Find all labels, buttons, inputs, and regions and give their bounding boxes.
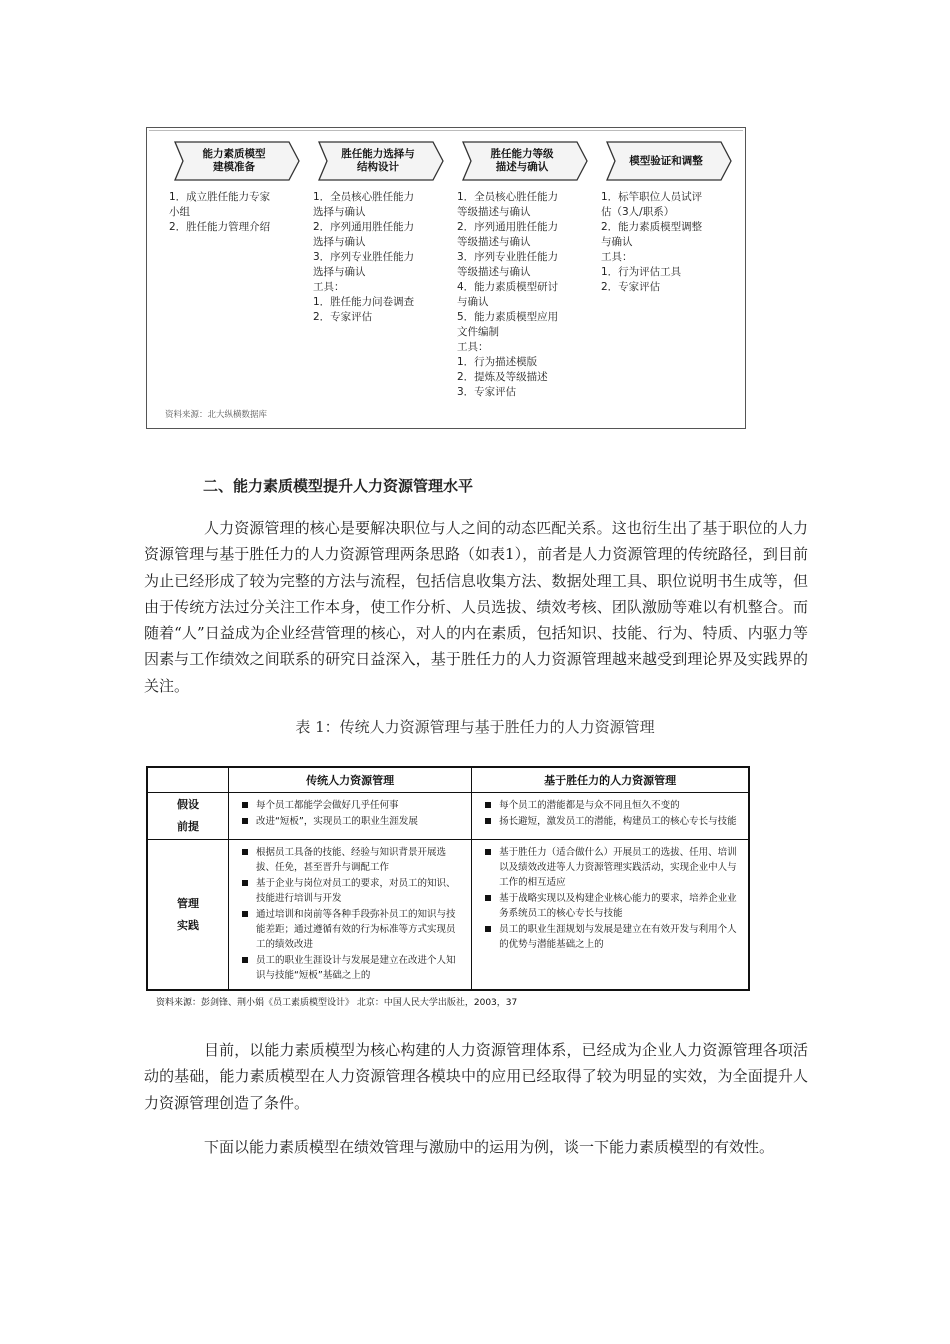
traditional-cell [229,840,472,991]
table-source: 资料来源：彭剑锋、荆小娟《员工素质模型设计》 北京：中国人民大学出版社，2003，37 [156,998,518,1008]
step-4-items [601,190,737,295]
step-item: 1．胜任能力问卷调查 [313,296,415,308]
table-caption: 表 1：传统人力资源管理与基于胜任力的人力资源管理 [295,718,655,736]
step-item: 3．专家评估 [457,386,517,398]
section-heading: 二、能力素质模型提升人力资源管理水平 [203,477,474,495]
step-item: 选择与确认 [313,206,366,218]
step-item: 2．能力素质模型调整 [601,221,703,233]
bullet-item: 每个员工都能学会做好几乎任何事 [236,798,464,813]
paragraph-1: 人力资源管理的核心是要解决职位与人之间的动态匹配关系。这也衍生出了基于职位的人力资源管理与基于胜任力的人力资源管理两条思路（如表1），前者是人力资源管理的传统路径，到目前为止已经形成了较为完整的方法与流程，包括信息收集方法、数据处理工具、职位说明书生成等，但由于传统方法过分关注工作本身，使工作分析、人员选拔、绩效考核、团队激励等难以有机整合。而随着“人”日益成为企业经营管理的核心，对人的内在素质，包括知识、技能、行为、特质、内驱力等因素与工作绩效之间联系的研究日益深入，基于胜任力的人力资源管理越来越受到理论界及实践界的关注。 [144,519,808,695]
step-item: 5．能力素质模型应用 [457,311,559,323]
step-item: 等级描述与确认 [457,236,531,248]
step-item: 等级描述与确认 [457,266,531,278]
step-item: 2．序列通用胜任能力 [313,221,415,233]
bullet-item: 员工的职业生涯规划与发展是建立在有效开发与利用个人的优势与潜能基础之上的 [479,922,741,952]
traditional-cell [229,793,472,840]
figure-source: 资料来源：北大纵横数据库 [165,410,268,420]
comparison-table-figure [146,766,750,1008]
step-item: 选择与确认 [313,236,366,248]
step-item: 工具： [457,341,489,353]
process-step-4 [597,140,735,182]
row-label: 假设 前提 [147,793,229,840]
process-steps [161,140,741,182]
bullet-item: 改进“短板”，实现员工的职业生涯发展 [236,814,464,829]
bullet-item: 扬长避短，激发员工的潜能，构建员工的核心专长与技能 [479,814,741,829]
process-step-1 [165,140,303,182]
step-item: 4．能力素质模型研讨 [457,281,559,293]
row-label: 管理 实践 [147,840,229,991]
comparison-table [146,766,750,991]
bullet-item: 通过培训和岗前等各种手段弥补员工的知识与技能差距；通过遵循有效的行为标准等方式实现员工的绩效改进 [236,907,464,952]
step-item: 文件编制 [457,326,499,338]
paragraph-3: 下面以能力素质模型在绩效管理与激励中的运用为例，谈一下能力素质模型的有效性。 [204,1138,775,1156]
step-item: 工具： [313,281,345,293]
step-item: 2．序列通用胜任能力 [457,221,559,233]
step-item: 等级描述与确认 [457,206,531,218]
step-item: 1．标竿职位人员试评 [601,191,703,203]
bullet-item: 根据员工具备的技能、经验与知识背景开展选拔、任免，甚至晋升与调配工作 [236,845,464,875]
bullet-item: 基于胜任力（适合做什么）开展员工的选拔、任用、培训以及绩效改进等人力资源管理实践活动，实现企业中人与工作的相互适应 [479,845,741,890]
paragraph-2: 目前，以能力素质模型为核心构建的人力资源管理体系，已经成为企业人力资源管理各项活动的基础，能力素质模型在人力资源管理各模块中的应用已经取得了较为明显的实效，为全面提升人力资源管理创造了条件。 [144,1041,808,1112]
step-item: 1．全员核心胜任能力 [457,191,559,203]
step-label: 胜任能力等级 描述与确认 [490,148,554,173]
table-row [147,793,749,840]
step-item: 选择与确认 [313,266,366,278]
step-item: 3．序列专业胜任能力 [313,251,415,263]
step-label: 能力素质模型 建模准备 [202,148,266,173]
table-header-row [147,767,749,793]
step-label: 胜任能力选择与 结构设计 [341,148,415,173]
competency-cell [472,840,749,991]
table-header-competency: 基于胜任力的人力资源管理 [472,767,749,793]
bullet-item: 员工的职业生涯设计与发展是建立在改进个人知识与技能“短板”基础之上的 [236,953,464,983]
step-2-items [313,190,449,325]
step-1-items [169,190,305,235]
step-3-items [457,190,593,400]
table-header-empty [147,767,229,793]
competency-cell [472,793,749,840]
step-item: 与确认 [601,236,633,248]
step-item: 1．行为描述模版 [457,356,538,368]
step-item: 1．成立胜任能力专家 [169,191,271,203]
step-item: 2．专家评估 [601,281,661,293]
step-item: 3．序列专业胜任能力 [457,251,559,263]
bullet-item: 基于战略实现以及构建企业核心能力的要求，培养企业业务系统员工的核心专长与技能 [479,891,741,921]
step-item: 2．提炼及等级描述 [457,371,548,383]
process-figure [146,127,746,429]
process-step-3 [453,140,591,182]
step-item: 工具： [601,251,633,263]
process-step-2 [309,140,447,182]
step-item: 2．胜任能力管理介绍 [169,221,271,233]
step-item: 1．行为评估工具 [601,266,682,278]
step-item: 与确认 [457,296,489,308]
bullet-item: 基于企业与岗位对员工的要求，对员工的知识、技能进行培训与开发 [236,876,464,906]
bullet-item: 每个员工的潜能都是与众不同且恒久不变的 [479,798,741,813]
step-item: 1．全员核心胜任能力 [313,191,415,203]
step-item: 估（3人/职系） [601,206,675,218]
table-header-traditional: 传统人力资源管理 [229,767,472,793]
step-label: 模型验证和调整 [629,154,703,167]
step-item: 小组 [169,206,190,218]
step-item: 2．专家评估 [313,311,373,323]
table-row [147,840,749,991]
